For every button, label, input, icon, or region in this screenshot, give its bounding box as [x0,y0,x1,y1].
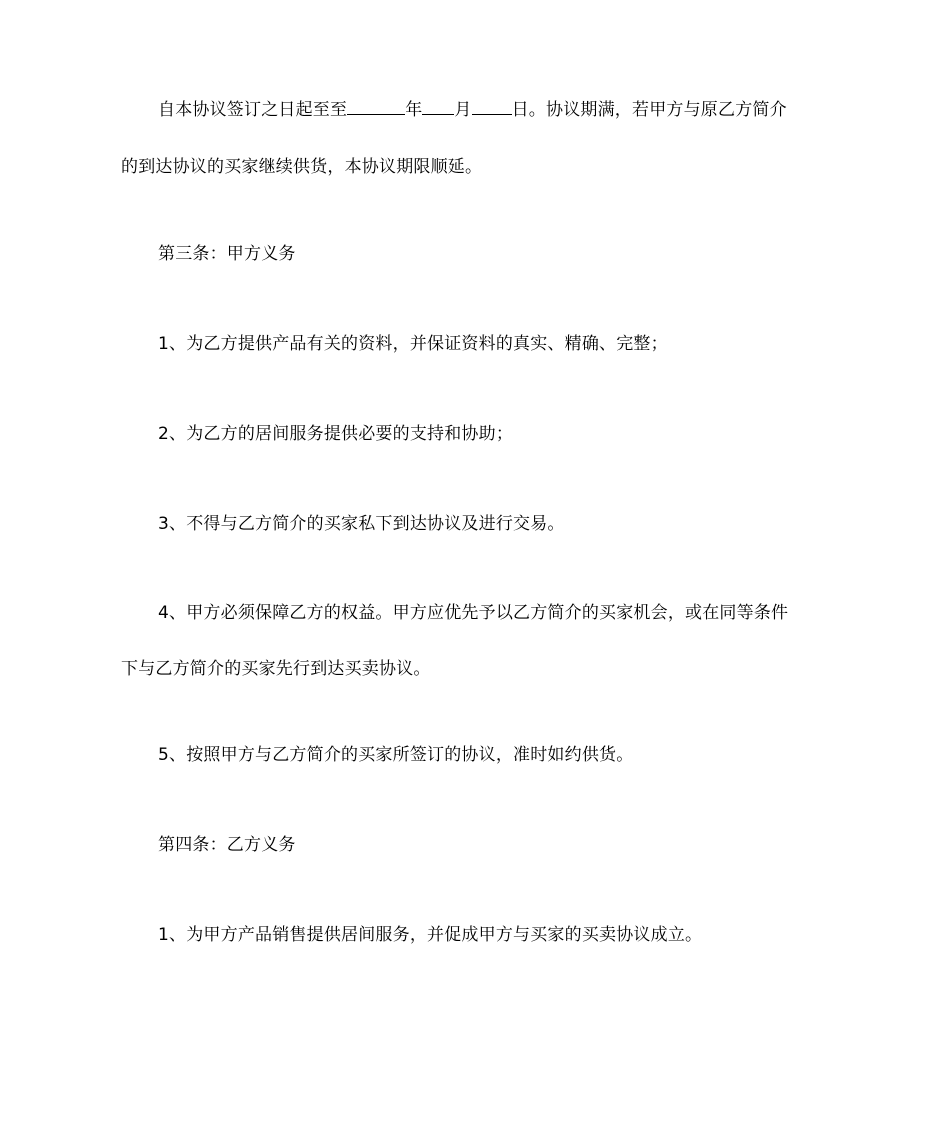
article-3-heading: 第三条：甲方义务 [158,244,296,264]
term-prefix-text: 自本协议签订之日起至至 [158,100,348,120]
article-3-item-3: 3、不得与乙方简介的买家私下到达协议及进行交易。 [158,514,565,534]
article-3-item-4-line-1: 4、甲方必须保障乙方的权益。甲方应优先予以乙方简介的买家机会，或在同等条件 [158,603,789,623]
paragraph-term-line-2: 的到达协议的买家继续供货，本协议期限顺延。 [121,157,483,177]
article-4-heading: 第四条：乙方义务 [158,835,296,855]
day-label-text: 日。协议期满，若甲方与原乙方简介 [511,100,787,120]
month-label: 月 [454,100,472,120]
year-label: 年 [405,100,423,120]
article-4-item-1: 1、为甲方产品销售提供居间服务，并促成甲方与买家的买卖协议成立。 [158,925,703,945]
article-3-item-5: 5、按照甲方与乙方简介的买家所签订的协议，准时如约供货。 [158,745,634,765]
day-blank [472,98,512,115]
year-blank [347,98,405,115]
article-3-item-2: 2、为乙方的居间服务提供必要的支持和协助； [158,424,514,444]
paragraph-term-line-1 [158,98,787,122]
article-3-item-4-line-2: 下与乙方简介的买家先行到达买卖协议。 [121,659,431,679]
article-3-item-1: 1、为乙方提供产品有关的资料，并保证资料的真实、精确、完整； [158,334,668,354]
month-blank [422,98,454,115]
